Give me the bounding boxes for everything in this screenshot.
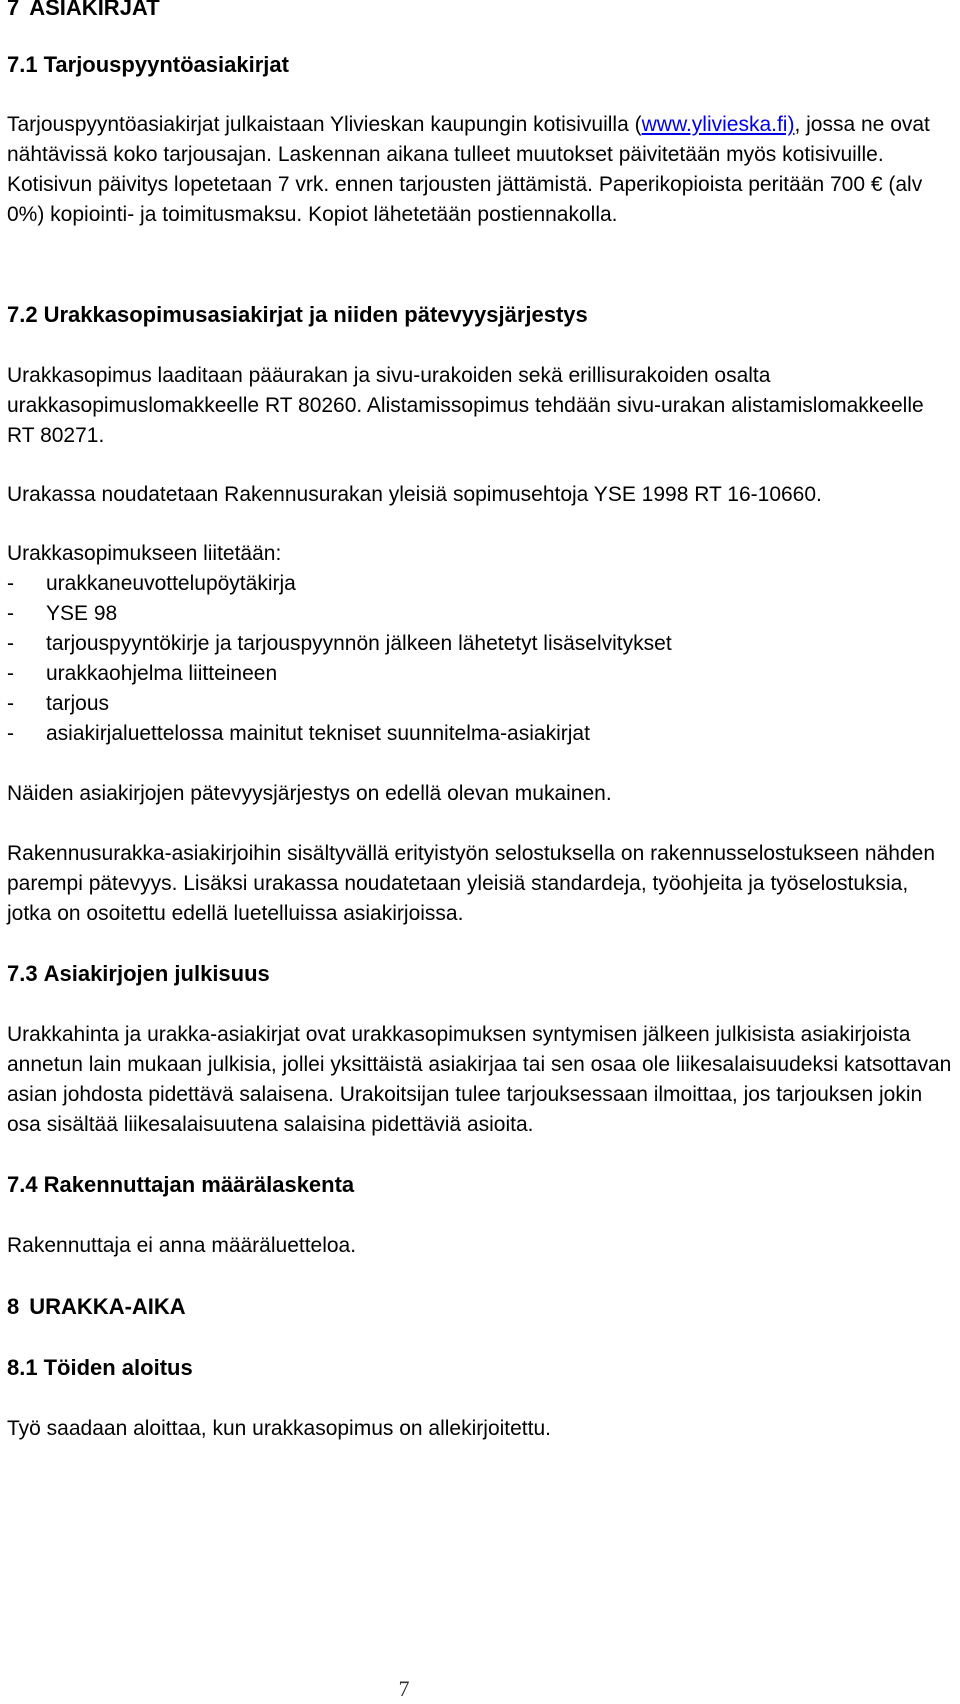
heading-section-7-3: [7, 959, 955, 989]
heading-title: Rakennuttajan määrälaskenta: [43, 1172, 355, 1197]
paragraph-7-1: [7, 110, 955, 230]
list-item-text: asiakirjaluettelossa mainitut tekniset suunnitelma-asiakirjat: [46, 722, 590, 745]
list-item: [7, 689, 955, 719]
list-marker: -: [7, 662, 14, 685]
heading-title: ASIAKIRJAT: [29, 0, 160, 20]
list-item: [7, 629, 955, 659]
list-marker: -: [7, 572, 14, 595]
list-intro: Urakkasopimukseen liitetään:: [7, 542, 282, 565]
list-marker: -: [7, 722, 14, 745]
document-page: [7, 0, 955, 1444]
heading-title: Urakkasopimusasiakirjat ja niiden pätevyysjärjestys: [43, 302, 588, 327]
heading-number: 8: [7, 1294, 20, 1319]
list-item-text: tarjouspyyntökirje ja tarjouspyynnön jälkeen lähetetyt lisäselvitykset: [46, 632, 672, 655]
heading-title: Töiden aloitus: [43, 1355, 193, 1380]
heading-title: URAKKA-AIKA: [29, 1294, 186, 1319]
heading-section-8-1: [7, 1353, 955, 1383]
heading-section-7-1: [7, 50, 955, 80]
heading-section-8: [7, 1292, 955, 1322]
list-marker: -: [7, 632, 14, 655]
list-item: [7, 599, 955, 629]
heading-number: 7.2: [7, 302, 38, 327]
heading-number: 7.3: [7, 961, 38, 986]
list-item: [7, 569, 955, 599]
paragraph-8-1: Työ saadaan aloittaa, kun urakkasopimus on allekirjoitettu.: [7, 1417, 551, 1440]
paragraph-7-2-4: Rakennusurakka-asiakirjoihin sisältyvällä erityistyön selostuksella on rakennusselostukseen nähden parempi pätevyys. Lisäksi urakassa noudatetaan yleisiä standardeja, työohjeita ja työselostuksia, jotka on osoitettu edellä luetelluissa asiakirjoissa.: [7, 842, 935, 925]
paragraph-text: Tarjouspyyntöasiakirjat julkaistaan Ylivieskan kaupungin kotisivuilla (: [7, 113, 642, 136]
list-item-text: YSE 98: [46, 602, 118, 625]
attachment-list: [7, 569, 955, 749]
heading-section-7-2: [7, 300, 955, 330]
website-link[interactable]: www.ylivieska.fi): [641, 113, 795, 136]
list-item-text: urakkaneuvottelupöytäkirja: [46, 572, 296, 595]
paragraph-7-2-2: Urakassa noudatetaan Rakennusurakan yleisiä sopimusehtoja YSE 1998 RT 16-10660.: [7, 483, 822, 506]
heading-number: 7.4: [7, 1172, 38, 1197]
paragraph-7-4: Rakennuttaja ei anna määräluetteloa.: [7, 1234, 357, 1257]
paragraph-7-2-1: Urakkasopimus laaditaan pääurakan ja sivu-urakoiden sekä erillisurakoiden osalta urakkasopimuslomakkeelle RT 80260. Alistamissopimus tehdään sivu-urakan alistamislomakkeelle RT 80271.: [7, 364, 924, 447]
list-item-text: urakkaohjelma liitteineen: [46, 662, 278, 685]
heading-title: Asiakirjojen julkisuus: [43, 961, 270, 986]
list-item: [7, 659, 955, 689]
paragraph-text: , jossa ne ovat nähtävissä koko tarjousajan. Laskennan aikana tulleet muutokset päivitetään myös kotisivuille. Kotisivun päivitys lopetetaan 7 vrk. ennen tarjousten jättämistä. Paperikopioista peritään 700 € (alv 0%) kopiointi- ja toimitusmaksu. Kopiot lähetetään postiennakolla.: [7, 113, 930, 226]
list-item: [7, 719, 955, 749]
heading-number: 7.1: [7, 52, 38, 77]
page-number: 7: [398, 1676, 410, 1701]
heading-section-7: [7, 0, 955, 20]
heading-number: 7: [7, 0, 20, 20]
heading-section-7-4: [7, 1170, 955, 1200]
paragraph-7-3: Urakkahinta ja urakka-asiakirjat ovat urakkasopimuksen syntymisen jälkeen julkisista asiakirjoista annetun lain mukaan julkisia, jollei yksittäistä asiakirjaa tai sen osaa ole liikesalaisuudeksi katsottavan asian johdosta pidettävä salaisena. Urakoitsijan tulee tarjouksessaan ilmoittaa, jos tarjouksen jokin osa sisältää liikesalaisuutena salaisina pidettäviä asioita.: [7, 1023, 952, 1136]
heading-number: 8.1: [7, 1355, 38, 1380]
paragraph-7-2-3: Näiden asiakirjojen pätevyysjärjestys on edellä olevan mukainen.: [7, 782, 612, 805]
list-item-text: tarjous: [46, 692, 110, 715]
list-marker: -: [7, 692, 14, 715]
list-marker: -: [7, 602, 14, 625]
heading-title: Tarjouspyyntöasiakirjat: [43, 52, 289, 77]
